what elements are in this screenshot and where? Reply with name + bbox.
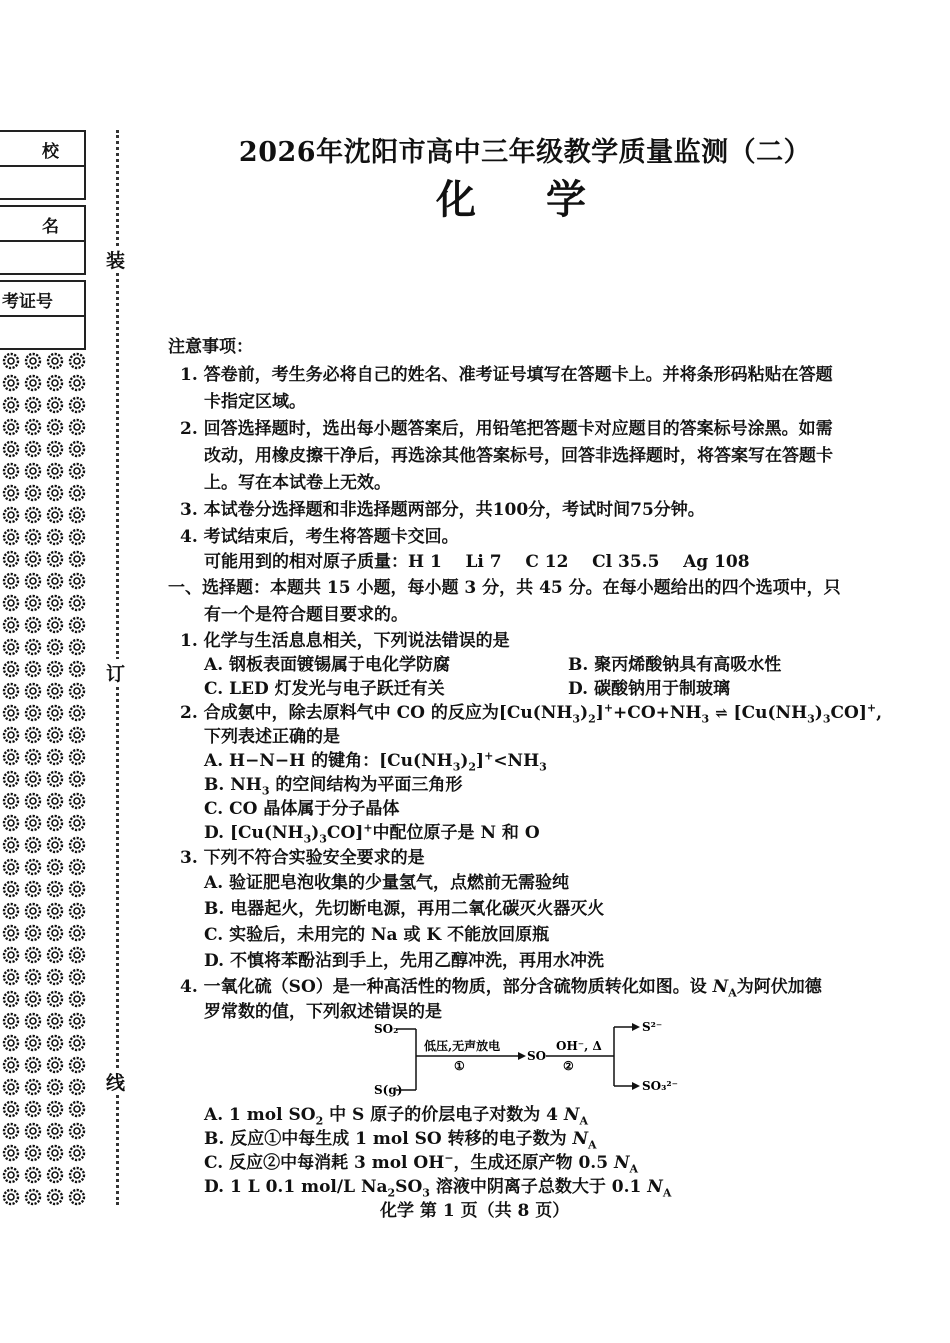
q4-option-d-text-2: SO [395,1177,423,1197]
na-subscript: A [629,1162,639,1176]
q2-option-d: D. $[Cu(NH_3)_3CO]^+$中配位原子是 N 和 O [204,821,540,846]
q4-option-d: D. 1 L 0.1 mol/L $Na_2SO_3$ 溶液中阴离子总数大于 0.1 $N_A$ [204,1177,672,1200]
na-subscript: A [579,1114,589,1128]
na-symbol: N [572,1129,589,1149]
na-symbol: N [712,977,729,997]
notice-line: 2. 回答选择题时，选出每小题答案后，用铅笔把答题卡对应题目的答案标号涂黑。如需 [180,419,833,439]
name-box-divider [0,240,86,242]
atomic-mass-line: 可能用到的相对原子质量：H 1 Li 7 C 12 Cl 35.5 Ag 108 [204,552,750,572]
q1-option-b: B. 聚丙烯酸钠具有高吸水性 [568,655,782,675]
q1-option-a: A. 钢板表面镀锡属于电化学防腐 [204,655,451,675]
q2-option-d-text: 中配位原子是 N 和 O [372,823,540,843]
q2-option-a-text: A. H−N−H 的键角： [204,751,380,771]
notice-line: 3. 本试卷分选择题和非选择题两部分，共100分，考试时间75分钟。 [180,500,705,520]
sulfur-conversion-diagram [360,1018,680,1098]
q4-option-a: A. 1 mol $SO_2$ 中 S 原子的价层电子对数为 4 $N_A$ [204,1105,589,1128]
binding-char-xian: 线 [106,1068,125,1095]
notice-heading: 注意事项： [168,337,253,357]
exam-id-label: 考证号 [2,292,53,312]
arrow-head-icon [632,1082,640,1090]
q1-option-c: C. LED 灯发光与电子跃迁有关 [204,679,445,699]
gear-border-decoration [0,350,88,1210]
exam-title: 2026年沈阳市高中三年级教学质量监测（二） [238,137,812,168]
q2-option-b: B. $NH_3$ 的空间结构为平面三角形 [204,775,463,798]
diagram-condition-1: 低压,无声放电 [424,1039,501,1053]
na-symbol: N [613,1153,630,1173]
q1-stem: 1. 化学与生活息息相关，下列说法错误的是 [180,631,510,651]
q3-stem: 3. 下列不符合实验安全要求的是 [180,848,425,868]
subject-title: 化 学 [436,176,614,223]
q3-option-b: B. 电器起火，先切断电源，再用二氧化碳灭火器灭火 [204,899,605,919]
q2-stem: 2. 合成氨中，除去原料气中 CO 的反应为$[Cu(NH_3)_2]^++CO+NH_3$ ⇌ $[Cu(NH_3)_3CO]^+$, [180,701,883,726]
q4-option-a-text: A. 1 mol SO [204,1105,316,1125]
binding-char-ding: 订 [106,659,125,686]
q2-option-a: A. H−N−H 的键角：$[Cu(NH_3)_2]^+<NH_3$ [204,749,547,774]
school-label: 校 [42,142,59,162]
diagram-condition-2: OH⁻, Δ [556,1039,602,1053]
notice-line: 卡指定区域。 [204,392,306,412]
q3-option-c: C. 实验后，未用完的 Na 或 K 不能放回原瓶 [204,925,550,945]
q4-option-c-text-2: ，生成还原产物 0.5 [453,1153,614,1173]
diagram-reactant-so2: SO₂ [374,1022,399,1036]
q2-option-c: C. CO 晶体属于分子晶体 [204,799,400,819]
q4-option-c-text: C. 反应②中每消耗 3 mol OH [204,1153,445,1173]
q4-stem [180,972,822,999]
q4-option-d-text: D. 1 L 0.1 mol/L Na [204,1177,388,1197]
notice-line: 1. 答卷前，考生务必将自己的姓名、准考证号填写在答题卡上。并将条形码粘贴在答题 [180,365,833,385]
arrow-head-icon [632,1023,640,1031]
q4-option-a-text-2: 中 S 原子的价层电子对数为 4 [323,1105,564,1125]
diagram-step-2: ② [563,1059,574,1073]
q2-option-b-prefix: B. [204,775,231,795]
na-symbol: N [647,1177,663,1197]
notice-line: 4. 考试结束后，考生将答题卡交回。 [180,527,459,547]
q2-stem-2: 下列表述正确的是 [204,727,340,747]
q2-option-b-text: 的空间结构为平面三角形 [275,775,463,795]
na-symbol: N [563,1105,580,1125]
q4-stem-text: 4. 一氧化硫（SO）是一种高活性的物质，部分含硫物质转化如图。设 [180,977,707,997]
na-subscript: A [588,1138,597,1152]
section1-line1: 一、选择题：本题共 15 小题，每小题 3 分，共 45 分。在每小题给出的四个选项中，只 [168,578,841,598]
q4-option-c: C. 反应②中每消耗 3 mol OH−，生成还原产物 0.5 $N_A$ [204,1151,639,1176]
q4-option-b-text: B. 反应①中每生成 1 mol SO 转移的电子数为 [204,1129,573,1149]
q3-option-d: D. 不慎将苯酚沾到手上，先用乙醇冲洗，再用水冲洗 [204,951,604,971]
section1-line2: 有一个是符合题目要求的。 [204,605,408,625]
name-label: 名 [42,217,59,237]
q4-stem-2: 罗常数的值，下列叙述错误的是 [204,1002,442,1022]
q1-option-d: D. 碳酸钠用于制玻璃 [568,679,730,699]
diagram-step-1: ① [454,1059,465,1073]
diagram-reactant-sg: S(g) [374,1083,403,1097]
notice-line: 改动，用橡皮擦干净后，再选涂其他答案标号，回答非选择题时，将答案写在答题卡 [204,446,833,466]
diagram-middle-so: SO [527,1049,547,1063]
binding-char-zhuang: 装 [106,246,125,273]
notice-line: 上。写在本试卷上无效。 [204,473,391,493]
diagram-product-s2-: S²⁻ [642,1020,663,1034]
q4-option-d-text-3: 溶液中阴离子总数大于 0.1 [429,1177,648,1197]
diagram-product-so32-: SO₃²⁻ [642,1079,678,1093]
q2-stem-text: 2. 合成氨中，除去原料气中 CO 的反应为 [180,703,499,723]
arrow-head-icon [518,1052,526,1060]
equilibrium-arrow-icon: ⇌ [715,704,728,722]
na-subscript: A [728,986,737,1000]
page-footer: 化学 第 1 页（共 8 页） [380,1201,570,1221]
q4-stem-text-2: 为阿伏加德 [736,977,822,997]
exam-id-box-divider [0,315,86,317]
q3-option-a: A. 验证肥皂泡收集的少量氢气，点燃前无需验纯 [204,873,570,893]
na-subscript: A [662,1186,672,1200]
